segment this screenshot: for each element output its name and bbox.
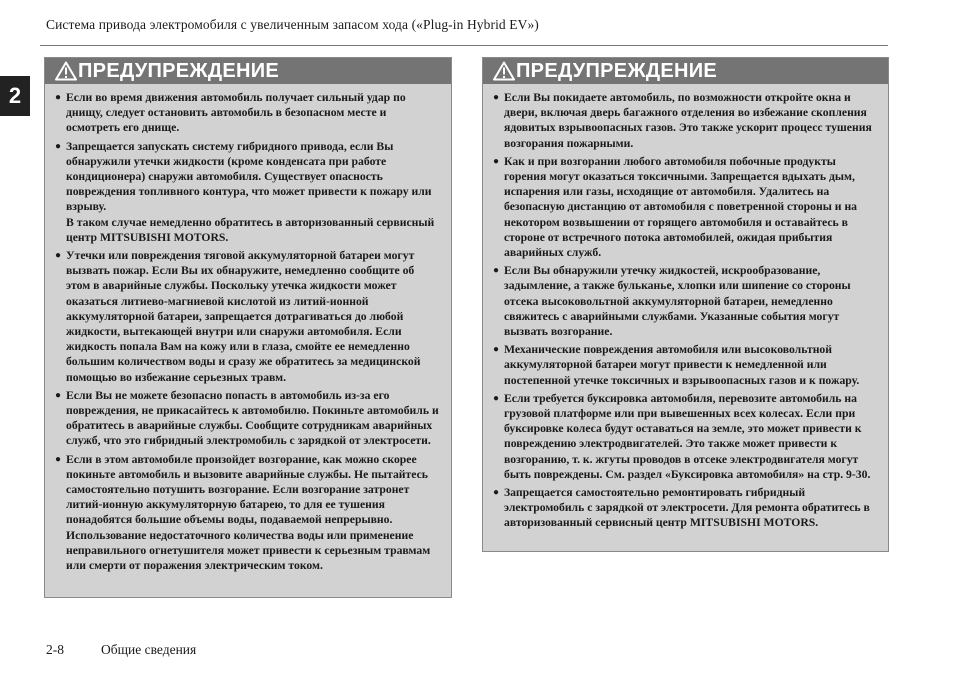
footer-page-number: 2-8	[46, 642, 64, 657]
warning-list-left	[45, 84, 451, 573]
bullet-icon: ●	[55, 92, 62, 103]
warning-box-right	[482, 57, 889, 552]
bullet-icon: ●	[493, 92, 500, 103]
warning-header-right	[483, 58, 888, 84]
warning-item: ● Как и при возгорании любого автомобиля побочные продукты горения могут оказаться токсичными. Запрещается вдыхать дым, испарения или газы, исходящие от автомобиля. Удалитесь на безопасную дистанцию от автомобиля с поветренной стороны и на некотором возвышении от горящего автомобиля и оставайтесь в стороне от встречного потока автомобилей, ожидая прибытия аварийных служб.	[493, 154, 858, 260]
bullet-icon: ●	[55, 389, 62, 401]
warning-item-note: В таком случае немедленно обратитесь в авторизованный сервисный центр MITSUBISHI MOTORS.	[66, 215, 435, 244]
bullet-icon: ●	[55, 140, 62, 152]
warning-item: ● Утечки или повреждения тяговой аккумуляторной батареи могут вызвать пожар. Если Вы их обнаружите, немедленно сообщите об этом в аварийные службы. Поскольку утечка жидкости может оказаться литиево-магниевой кислотой из литий-ионной аккумуляторной батареи, запрещается дотрагиваться до любой жидкости, вытекающей внутри или снаружи автомобиля. Если жидкость попала Вам на кожу или в глаза, смойте ее немедленно большим количеством воды и сразу же обратитесь за медицинской помощью во избежание серьезных травм.	[55, 249, 421, 384]
warning-triangle-icon	[493, 61, 515, 81]
warning-item: ● Если требуется буксировка автомобиля, перевозите автомобиль на грузовой платформе или при вывешенных всех колесах. Если при буксировке колеса будут оставаться на земле, это может привести к повреждению электродвигателей. Это также может привести к возгоранию, т. к. жгуты проводов в отсеке электродвигателя могут быть повреждены. См. раздел «Буксировка автомобиля» на стр. 9-30.	[493, 391, 871, 481]
warning-item: ● Запрещается самостоятельно ремонтировать гибридный электромобиль с зарядкой от электросети. Для ремонта обратитесь в авторизованный сервисный центр MITSUBISHI MOTORS.	[493, 486, 870, 530]
bullet-icon: ●	[55, 453, 62, 465]
warning-title: ПРЕДУПРЕЖДЕНИЕ	[78, 59, 280, 82]
warning-list-right	[483, 84, 888, 531]
bullet-icon: ●	[493, 155, 500, 167]
chapter-tab: 2	[0, 76, 30, 116]
bullet-icon: ●	[55, 250, 62, 262]
bullet-icon: ●	[493, 487, 500, 499]
warning-triangle-icon	[55, 61, 77, 81]
warning-item: ● Запрещается запускать систему гибридного привода, если Вы обнаружили утечки жидкости (кроме конденсата при работе кондиционера) снаружи автомобиля. Существует опасность повреждения топливного контура, что может привести к пожару или взрыву. В таком случае немедленно обратитесь в авторизованный сервисный центр MITSUBISHI MOTORS.	[55, 139, 439, 245]
bullet-icon: ●	[493, 265, 500, 277]
warning-box-left	[44, 57, 452, 598]
warning-item: ● Если Вы обнаружили утечку жидкостей, искрообразование, задымление, а также бульканье, хлопки или шипение со стороны отсека высоковольтной аккумуляторной батареи, немедленно свяжитесь с аварийными службами. Указанные события могут вызвать возгорание.	[493, 264, 851, 339]
header-divider	[40, 45, 888, 46]
footer-section-name: Общие сведения	[101, 642, 197, 657]
warning-item: ● Если в этом автомобиле произойдет возгорание, как можно скорее покиньте автомобиль и вызовите аварийные службы. Не пытайтесь самостоятельно потушить возгорание. Если возгорание затронет литий-ионную аккумуляторную батарею, то для ее тушения понадобятся большие объемы воды, подаваемой непрерывно. Использование недостаточного количества воды или применение неправильного огнетушителя может привести к серьезным травмам или смерти от поражения электрическим током.	[55, 452, 431, 573]
warning-item: ● Если Вы не можете безопасно попасть в автомобиль из-за его повреждения, не прикасайтесь к автомобилю. Покиньте автомобиль и обратитесь в аварийные службы. Сообщите сотрудникам аварийных служб, что это гибридный электромобиль с зарядкой от электросети.	[55, 388, 439, 448]
bullet-icon: ●	[493, 344, 500, 356]
warning-item: ● Если Вы покидаете автомобиль, по возможности откройте окна и двери, включая дверь багажного отделения во избежание скопления ядовитых взрывоопасных газов. Это также ускорит процесс тушения возгорания пожарными.	[493, 91, 872, 150]
bullet-icon: ●	[493, 392, 500, 404]
warning-item: ● Механические повреждения автомобиля или высоковольтной аккумуляторной батареи могут привести к немедленной или постепенной утечке токсичных и взрывоопасных газов и к пожару.	[493, 343, 860, 387]
warning-header-left	[45, 58, 451, 84]
page-header-title: Система привода электромобиля с увеличенным запасом хода («Plug-in Hybrid EV»)	[46, 17, 539, 32]
warning-item: ● Если во время движения автомобиль получает сильный удар по днищу, следует остановить автомобиль в безопасном месте и осмотреть его днище.	[55, 91, 406, 135]
warning-title: ПРЕДУПРЕЖДЕНИЕ	[516, 59, 718, 82]
